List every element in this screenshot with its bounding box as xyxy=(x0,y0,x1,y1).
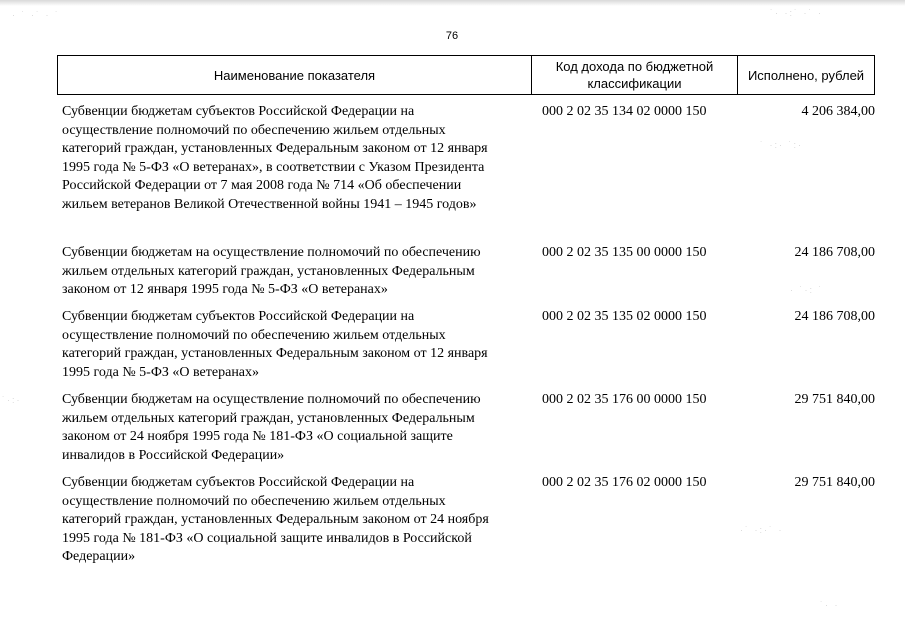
page-number: 76 xyxy=(445,30,459,42)
header-code xyxy=(532,56,738,94)
header-code-label: Код дохода по бюджетной классификации xyxy=(555,59,714,91)
header-amount: Исполнено, рублей xyxy=(747,67,865,83)
row-amount: 24 186 708,00 xyxy=(794,245,875,260)
scan-noise: ˙· ·:˙ ·˙ · xyxy=(770,8,823,18)
row-name: Субвенции бюджетам субъектов Российской Федерации на осуществление полномочий по обеспечению жильем отдельных категорий граждан, установленных Федеральным законом от 12 января 1995 года № 5-ФЗ «О ветеранах» xyxy=(62,309,488,380)
row-name: Субвенции бюджетам субъектов Российской Федерации на осуществление полномочий по обеспечению жильем отдельных категорий граждан, установленных Федеральным законом от 24 ноября 1995 года № 181-ФЗ «О социальной защите инвалидов в Российской Федерации» xyxy=(62,475,489,564)
table-header xyxy=(57,55,875,95)
scan-noise: ˙ ·:· ˙:· xyxy=(760,140,803,150)
row-amount: 24 186 708,00 xyxy=(794,309,875,324)
row-code: 000 2 02 35 176 02 0000 150 xyxy=(542,475,707,490)
row-amount: 29 751 840,00 xyxy=(794,475,875,490)
scan-noise: · ˙·: ˙ xyxy=(790,285,824,295)
row-code: 000 2 02 35 135 02 0000 150 xyxy=(542,309,707,324)
header-name: Наименование показателя xyxy=(58,56,532,94)
row-name: Субвенции бюджетам субъектов Российской Федерации на осуществление полномочий по обеспечению жильем отдельных категорий граждан, установленных Федеральным законом от 12 января 1995 года № 5-ФЗ «О ветеранах», в соответствии с Указом Президента Российской Федерации от 7 мая 2008 года № 714 «Об обеспечении жильем ветеранов Великой Отечественной войны 1941 – 1945 годов» xyxy=(62,104,488,212)
row-name: Субвенции бюджетам на осуществление полномочий по обеспечению жильем отдельных категорий граждан, установленных Федеральным законом от 12 января 1995 года № 5-ФЗ «О ветеранах» xyxy=(62,245,481,297)
scan-noise: ˙· · xyxy=(820,600,840,610)
row-code: 000 2 02 35 135 00 0000 150 xyxy=(542,245,707,260)
row-code: 000 2 02 35 176 00 0000 150 xyxy=(542,392,707,407)
scan-top-edge xyxy=(0,0,905,6)
row-amount: 29 751 840,00 xyxy=(794,392,875,407)
scan-noise: ˙·:· xyxy=(2,395,22,405)
scan-noise: ·˙ ·:·˙ · xyxy=(740,525,784,535)
row-name: Субвенции бюджетам на осуществление полномочий по обеспечению жильем отдельных категорий граждан, установленных Федеральным законом от 24 ноября 1995 года № 181-ФЗ «О социальной защите инвалидов в Российской Федерации» xyxy=(62,392,481,463)
row-amount: 4 206 384,00 xyxy=(801,104,875,119)
row-code: 000 2 02 35 134 02 0000 150 xyxy=(542,104,707,119)
scan-noise: · ˙ ·˙ · ˙ xyxy=(12,10,60,20)
